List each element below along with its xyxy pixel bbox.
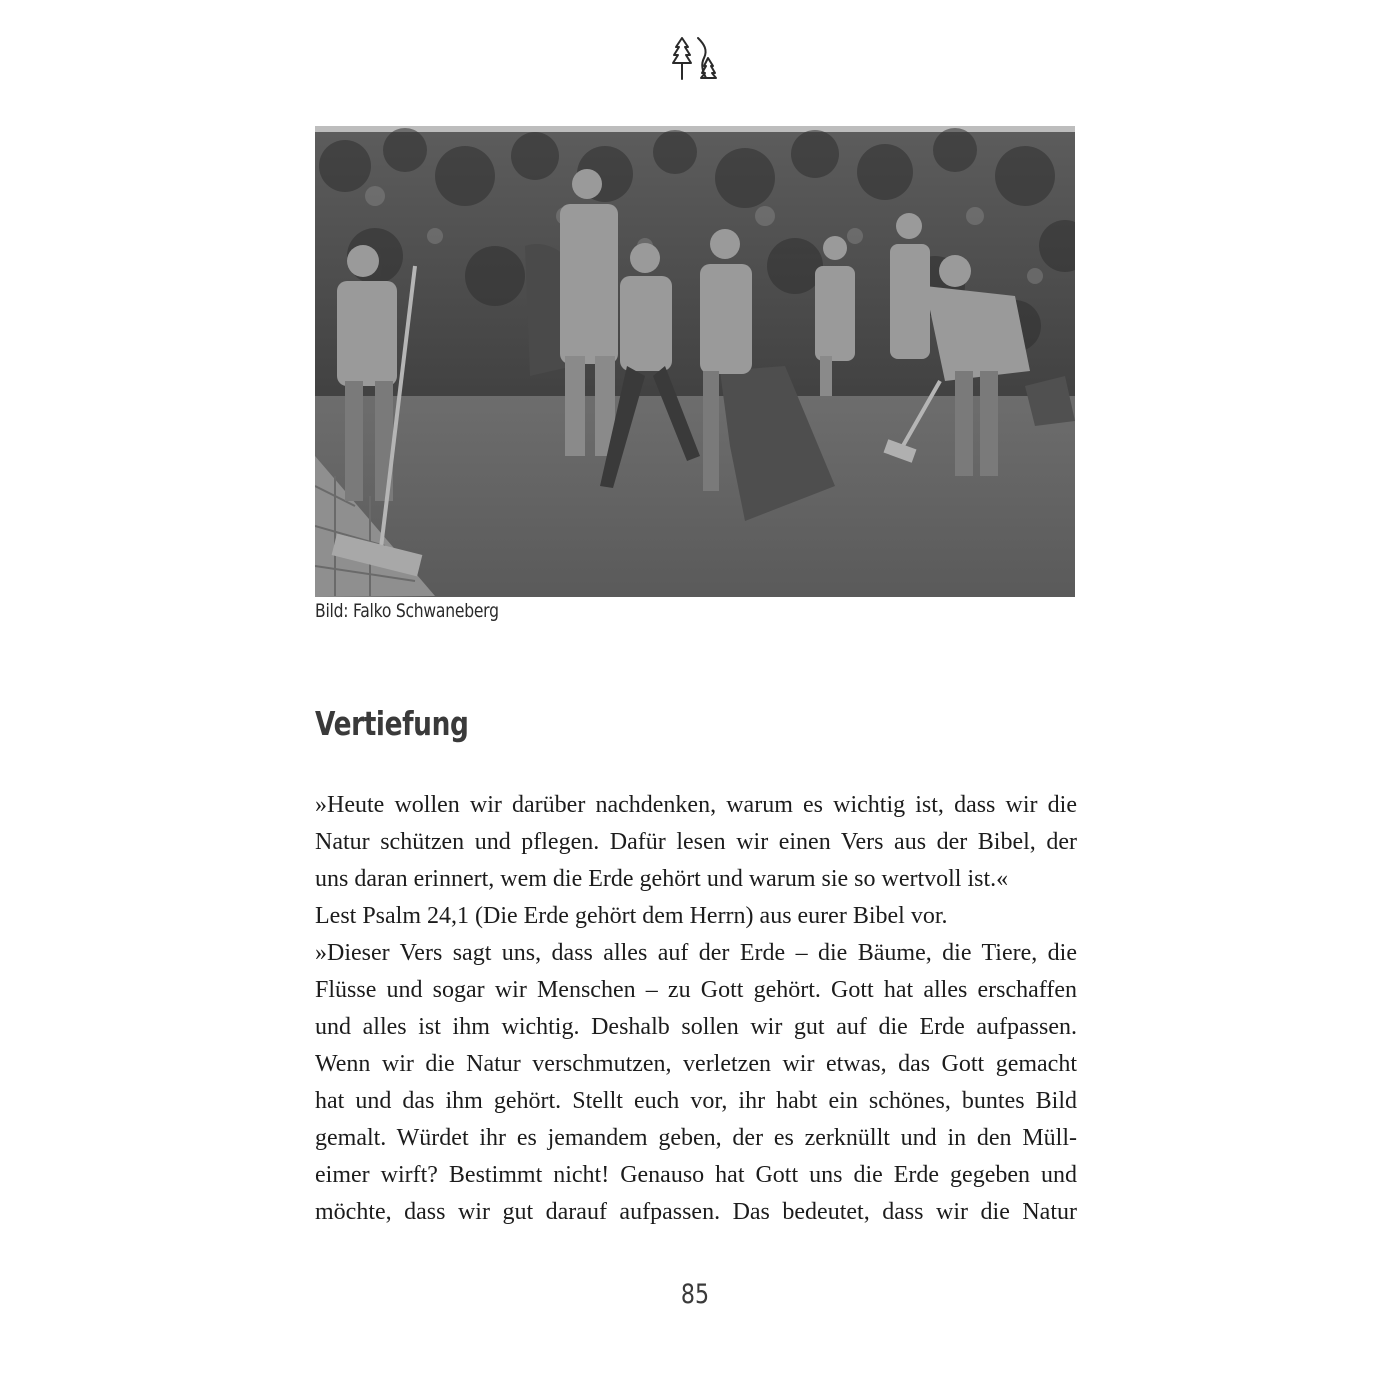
trees-icon xyxy=(668,34,720,84)
text-line: Wenn wir die Natur verschmutzen, verletzen wir etwas, das Gott gemacht xyxy=(315,1051,1077,1077)
text-line: Flüsse und sogar wir Menschen – zu Gott gehört. Gott hat alles erschaffen xyxy=(315,977,1077,1003)
text-line: eimer wirft? Bestimmt nicht! Genauso hat Gott uns die Erde gegeben und xyxy=(315,1162,1077,1188)
page-number: 85 xyxy=(680,1279,710,1310)
text-line: gemalt. Würdet ihr es jemandem geben, der es zerknüllt und in den Müll- xyxy=(315,1125,1077,1151)
text-line: möchte, dass wir gut darauf aufpassen. Das bedeutet, dass wir die Natur xyxy=(315,1199,1077,1225)
section-heading: Vertiefung xyxy=(315,704,469,743)
text-line: Lest Psalm 24,1 (Die Erde gehört dem Herrn) aus eurer Bibel vor. xyxy=(315,903,948,929)
text-line: Natur schützen und pflegen. Dafür lesen wir einen Vers aus der Bibel, der xyxy=(315,829,1077,855)
body-paragraph xyxy=(315,787,1077,1231)
text-line: »Heute wollen wir darüber nachdenken, warum es wichtig ist, dass wir die xyxy=(315,792,1077,818)
text-line: und alles ist ihm wichtig. Deshalb sollen wir gut auf die Erde aufpassen. xyxy=(315,1014,1077,1040)
photo-caption: Bild: Falko Schwaneberg xyxy=(315,600,499,622)
text-line: uns daran erinnert, wem die Erde gehört und warum sie so wertvoll ist.« xyxy=(315,866,1009,892)
text-line: »Dieser Vers sagt uns, dass alles auf der Erde – die Bäume, die Tiere, die xyxy=(315,940,1077,966)
photo-children-cleaning-garden xyxy=(315,126,1075,597)
text-line: hat und das ihm gehört. Stellt euch vor, ihr habt ein schönes, buntes Bild xyxy=(315,1088,1077,1114)
